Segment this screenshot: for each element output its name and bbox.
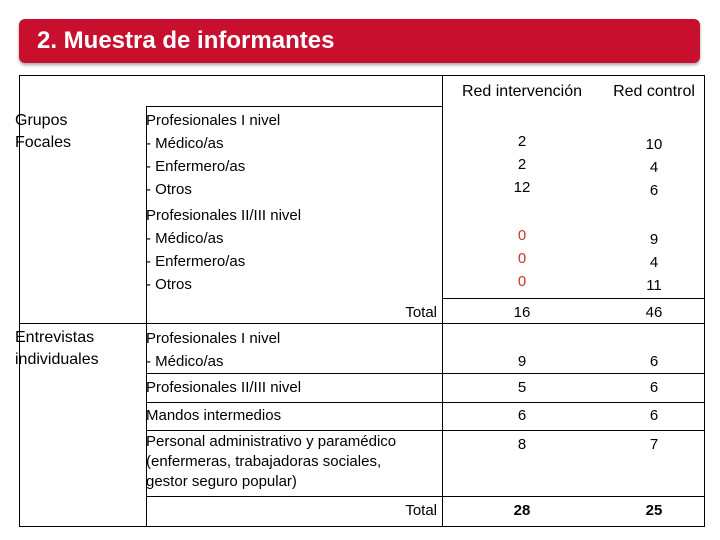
- focal-total-control: 46: [645, 304, 663, 321]
- value-cell: 2: [517, 156, 527, 173]
- table-bottom-border: [19, 526, 705, 527]
- interview-row-control: 7: [649, 436, 659, 453]
- value-cell: 0: [517, 227, 527, 244]
- table-top-border: [19, 75, 705, 76]
- title-banner: [19, 19, 700, 63]
- focal-block2-control: [602, 228, 706, 297]
- focal-total-label: Total: [405, 304, 437, 321]
- focal-total-intervention: 16: [513, 304, 531, 321]
- focal-block2-line: - Enfermero/as: [146, 253, 246, 270]
- focal-block1-control: [602, 133, 706, 202]
- focal-block1-line: - Otros: [146, 181, 192, 198]
- focal-block1-line: - Enfermero/as: [146, 158, 246, 175]
- value-cell: 4: [649, 159, 659, 176]
- interview-row-label: Personal administrativo y paramédico (enfermeras, trabajadoras sociales, gestor seguro popular): [146, 433, 397, 490]
- group-label-interviews: Entrevistas individuales: [15, 329, 99, 368]
- interview-row-label: Mandos intermedios: [146, 407, 282, 424]
- group-label-focal: Grupos Focales: [15, 112, 72, 151]
- focal-total-divider: [442, 298, 704, 299]
- interview-row-intervention: 5: [517, 379, 527, 396]
- interview-row-control: 6: [649, 353, 659, 370]
- header-divider: [147, 106, 442, 107]
- value-cell: 12: [513, 179, 531, 196]
- interview-row-label: Profesionales I nivel - Médico/as: [146, 330, 281, 370]
- page-title: 2. Muestra de informantes: [37, 27, 335, 54]
- interview-row-label: Profesionales II/III nivel: [146, 379, 302, 396]
- value-cell: 0: [517, 250, 527, 267]
- focal-block2-intervention: [443, 224, 601, 293]
- value-cell: 10: [645, 136, 663, 153]
- interview-row-control: 6: [649, 407, 659, 424]
- interview-row-intervention: 9: [517, 353, 527, 370]
- row-divider-4: [147, 496, 704, 497]
- value-cell: 4: [649, 254, 659, 271]
- focal-block2-title: Profesionales II/III nivel: [146, 207, 302, 224]
- interview-row-intervention: 8: [517, 436, 527, 453]
- focal-block1-line: - Médico/as: [146, 135, 224, 152]
- value-cell: 2: [517, 133, 527, 150]
- focal-block1-title: Profesionales I nivel: [146, 112, 281, 129]
- header-control: Red control: [613, 83, 695, 100]
- interview-total-control: 25: [645, 502, 663, 519]
- focal-block2-labels: [146, 204, 301, 296]
- focal-block1-intervention: [443, 130, 601, 199]
- interview-row-control: 6: [649, 379, 659, 396]
- interview-total-intervention: 28: [513, 502, 531, 519]
- interview-total-label: Total: [405, 502, 437, 519]
- row-divider-3: [147, 430, 704, 431]
- row-divider-1: [147, 373, 704, 374]
- focal-block2-line: - Otros: [146, 276, 192, 293]
- focal-block1-labels: [146, 109, 280, 201]
- row-divider-2: [147, 402, 704, 403]
- header-intervention: Red intervención: [461, 83, 583, 100]
- value-cell: 11: [646, 277, 662, 294]
- value-cell: 0: [517, 273, 527, 290]
- focal-block2-line: - Médico/as: [146, 230, 224, 247]
- value-cell: 6: [649, 182, 659, 199]
- interview-row-intervention: 6: [517, 407, 527, 424]
- value-cell: 9: [649, 231, 659, 248]
